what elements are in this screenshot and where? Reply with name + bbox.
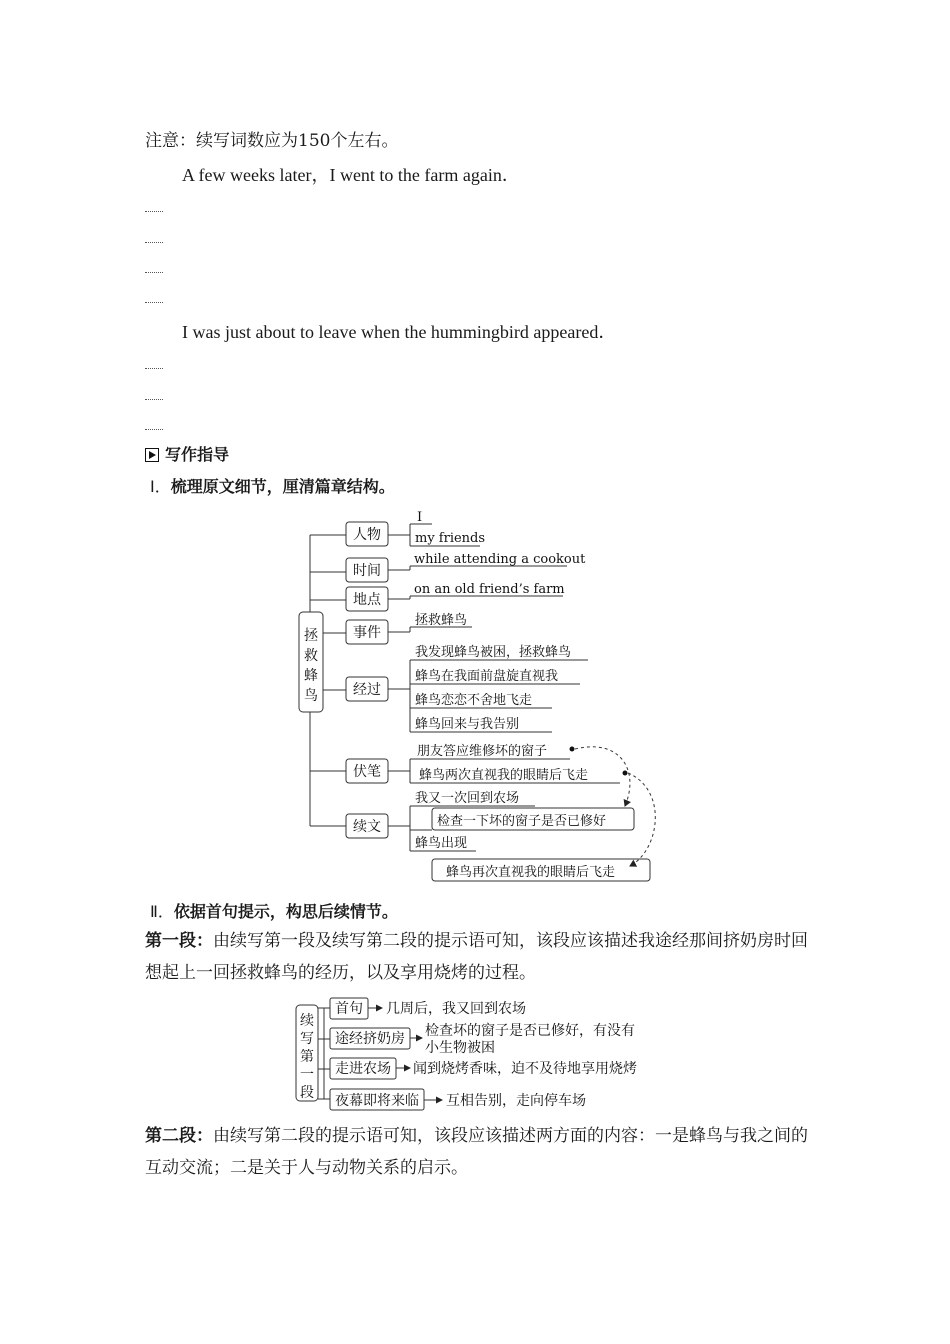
category-process: 经过	[353, 682, 381, 698]
diagram2-text: 检查坏的窗子是否已修好，有没有	[425, 1023, 635, 1039]
paragraph-one-lead: 第一段：	[145, 931, 213, 951]
people-item: I	[417, 510, 423, 525]
paragraph-two-text: 由续写第二段的提示语可知，该段应该描述两方面的内容：一是蜂鸟与我之间的互动交流；二是关于人与动物关系的启示。	[145, 1126, 808, 1178]
paragraph1-start-sentence: A few weeks later，I went to the farm again．	[182, 165, 520, 185]
step1-numeral: Ⅰ．	[150, 477, 171, 496]
process-item: 蜂鸟恋恋不舍地飞走	[415, 693, 533, 708]
paragraph-one-text: 由续写第一段及续写第二段的提示语可知，该段应该描述我途经那间挤奶房时回想起上一回拯救蜂鸟的经历，以及享用烧烤的过程。	[145, 931, 808, 983]
diagram2-label: 途经挤奶房	[335, 1031, 405, 1047]
event-item: 拯救蜂鸟	[415, 613, 468, 628]
paragraph-one-guide	[145, 925, 810, 989]
diagram2-root-char: 写	[300, 1031, 314, 1047]
step2-heading	[150, 899, 398, 922]
diagram2-text: 几周后，我又回到农场	[386, 1001, 526, 1017]
process-item: 蜂鸟回来与我告别	[415, 717, 520, 732]
continuation-item: 我又一次回到农场	[415, 791, 520, 806]
root-char: 蜂	[304, 668, 318, 684]
root-char: 拯	[304, 628, 318, 644]
diagram2-label: 夜幕即将来临	[335, 1093, 419, 1109]
category-foreshadow: 伏笔	[353, 764, 381, 780]
process-item: 我发现蜂鸟被困，拯救蜂鸟	[415, 645, 572, 660]
continuation-item: 蜂鸟出现	[415, 836, 468, 851]
paragraph2-start-sentence: I was just about to leave when the hummingbird appeared．	[182, 322, 617, 342]
foreshadow-item: 蜂鸟两次直视我的眼睛后飞走	[419, 768, 589, 783]
root-char: 救	[304, 648, 318, 664]
category-time: 时间	[353, 563, 381, 579]
paragraph-one-diagram	[0, 990, 950, 1115]
place-item: on an old friend’s farm	[414, 582, 565, 597]
diagram2-root-char: 第	[300, 1049, 314, 1065]
time-item: while attending a cookout	[414, 552, 586, 567]
category-place: 地点	[353, 592, 381, 608]
category-event: 事件	[353, 625, 381, 641]
diagram2-root-char: 段	[300, 1085, 314, 1101]
continuation-item: 检查一下坏的窗子是否已修好	[437, 814, 607, 829]
continuation-item: 蜂鸟再次直视我的眼睛后飞走	[446, 865, 616, 880]
foreshadow-item: 朋友答应维修坏的窗子	[417, 744, 548, 759]
category-continuation: 续文	[353, 819, 381, 835]
step2-numeral: Ⅱ．	[150, 902, 174, 921]
word-count-notice: 注意：续写词数应为150个左右。	[145, 131, 399, 151]
diagram2-text: 互相告别，走向停车场	[446, 1093, 586, 1109]
diagram2-label: 走进农场	[335, 1061, 391, 1077]
category-people: 人物	[353, 527, 381, 543]
diagram2-label: 首句	[335, 1001, 363, 1017]
paragraph-two-lead: 第二段：	[145, 1126, 213, 1146]
step1-title: 梳理原文细节，厘清篇章结构。	[170, 477, 395, 496]
root-char: 鸟	[304, 688, 318, 704]
step2-title: 依据首句提示，构思后续情节。	[173, 902, 398, 921]
people-item: my friends	[415, 531, 486, 546]
diagram2-text: 小生物被困	[425, 1040, 495, 1056]
process-item: 蜂鸟在我面前盘旋直视我	[415, 669, 559, 684]
diagram2-root-char: 续	[300, 1013, 314, 1029]
diagram2-text: 闻到烧烤香味，迫不及待地享用烧烤	[413, 1061, 637, 1077]
diagram2-root-char: 一	[300, 1067, 314, 1083]
paragraph-two-guide	[145, 1120, 810, 1184]
section-title: 写作指导	[165, 445, 230, 464]
